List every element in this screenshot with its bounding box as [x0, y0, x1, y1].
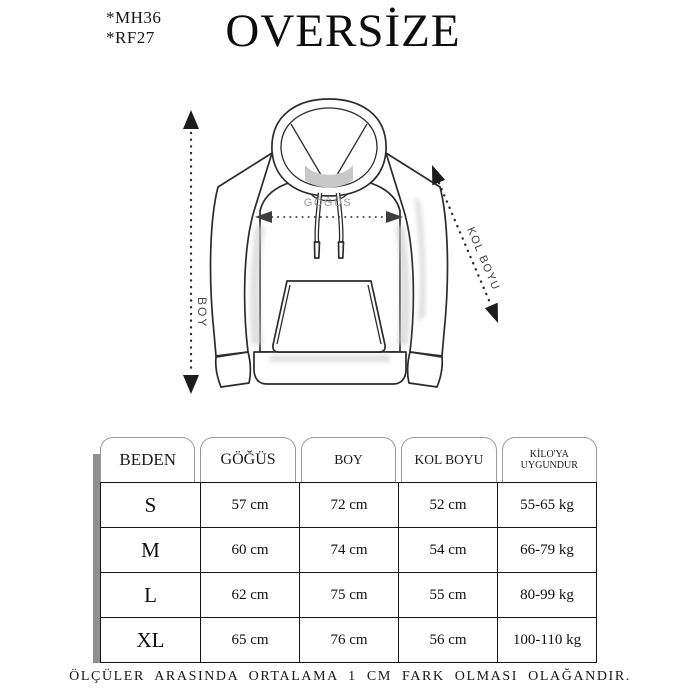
product-code-1: *MH36	[106, 8, 162, 27]
size-table-body	[100, 482, 597, 663]
length-arrow	[183, 110, 199, 394]
table-row-l	[101, 572, 596, 617]
cell-weight: 66-79 kg	[497, 528, 596, 572]
cell-length: 72 cm	[299, 483, 398, 527]
chest-label: GÖĞÜS	[303, 197, 353, 209]
cell-weight: 80-99 kg	[497, 573, 596, 617]
cell-size: M	[141, 537, 160, 562]
cell-length: 76 cm	[299, 618, 398, 662]
cell-size: XL	[136, 627, 165, 652]
cell-chest: 57 cm	[200, 483, 299, 527]
header-length: BOY	[301, 437, 396, 482]
header-sleeve: KOL BOYU	[401, 437, 496, 482]
header-size: BEDEN	[100, 437, 195, 482]
cell-sleeve: 55 cm	[398, 573, 497, 617]
cell-weight: 100-110 kg	[497, 618, 596, 662]
hoodie-measurement-diagram	[168, 93, 520, 410]
cell-chest: 65 cm	[200, 618, 299, 662]
length-label: BOY	[195, 297, 209, 329]
product-code-2: *RF27	[106, 28, 155, 47]
size-table	[100, 437, 597, 663]
sleeve-label: KOL BOYU	[464, 225, 502, 293]
table-row-m	[101, 527, 596, 572]
cell-weight: 55-65 kg	[497, 483, 596, 527]
cell-chest: 60 cm	[200, 528, 299, 572]
cell-sleeve: 52 cm	[398, 483, 497, 527]
size-table-header	[100, 437, 597, 482]
cell-sleeve: 54 cm	[398, 528, 497, 572]
cell-length: 74 cm	[299, 528, 398, 572]
table-row-xl	[101, 617, 596, 662]
header-weight: KİLO'YA UYGUNDUR	[502, 437, 597, 482]
cell-size: S	[144, 492, 157, 517]
page-title: OVERSİZE	[225, 5, 461, 57]
cell-size: L	[144, 582, 157, 607]
cell-sleeve: 56 cm	[398, 618, 497, 662]
cell-chest: 62 cm	[200, 573, 299, 617]
header-chest: GÖĞÜS	[200, 437, 295, 482]
hoodie-pocket	[273, 281, 385, 352]
table-row-s	[101, 483, 596, 527]
footnote: ÖLÇÜLER ARASINDA ORTALAMA 1 CM FARK OLMASI OLAĞANDIR.	[69, 669, 631, 684]
cell-length: 75 cm	[299, 573, 398, 617]
